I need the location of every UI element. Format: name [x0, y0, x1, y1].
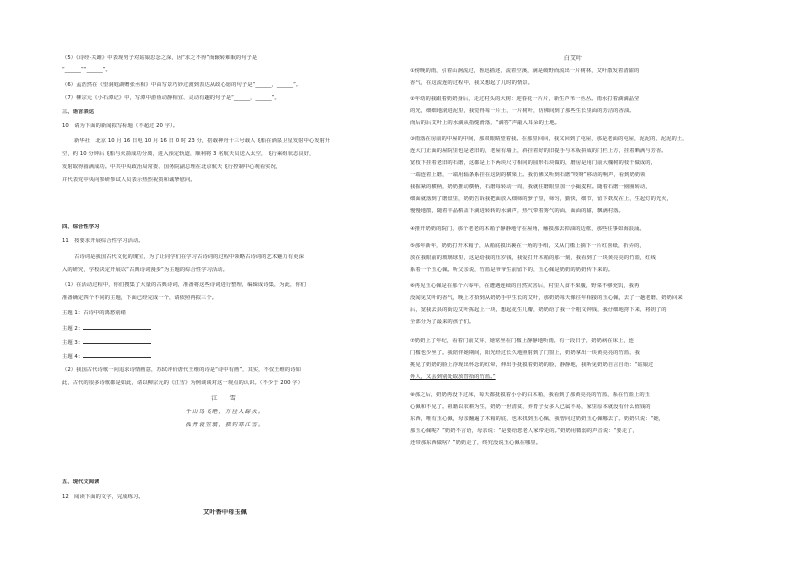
paragraph-line: ⑦奶奶上了年纪，看着门前艾芽，她常坐在门槛上静静地听雨，有一段日子，奶奶病在床上，连	[410, 338, 635, 344]
question-7: （7）柳宗元《小石潭记》中，写潭中游鱼动静相宜、灵动有趣的句子是“______，______”。	[62, 95, 280, 101]
paragraph-line: 还带那东西做啥？”奶奶走了，终究没说玉心佩在哪里。	[410, 440, 542, 446]
paragraph-line: ⑧那之后，奶奶再没下过床，每天都抚摸着小小的白木箱，我看到了那黄亮亮的竹篮，系在竹篮上的玉	[410, 392, 651, 398]
topic-1: 主题 1：古诗中的离愁别绪	[62, 310, 126, 316]
paragraph-line: 全部分为了最来的孩子们。	[410, 319, 475, 325]
topic-2-row	[62, 324, 151, 333]
topic-3-blank[interactable]	[83, 338, 151, 344]
paragraph-line: 那玉心佩呢？”奶奶不言语，母亲说：“是要给您老人家带走的。”奶奶用微弱的声音说：“要走了，	[410, 428, 638, 434]
paragraph-line: 门槛也少坐了。我陪伴她期间，阳光经过长久地照射到了门窗上，奶奶拿出一块黄亮亮的竹篮，我	[410, 350, 640, 356]
question-12: 12 阅读下面的文字，完成练习。	[62, 494, 144, 500]
subquestion-1-cont: 准备确定四个不同的主题，下面已经完成一个，请依照再拟三个。	[62, 295, 218, 301]
paragraph-line: 东西，唯有玉心佩，母亲翻遍了木箱的底，也未找到玉心佩，我曾问过奶奶玉心佩哪去了。奶奶只说：“她，	[410, 416, 665, 422]
topic-4-label: 主题 4：	[62, 354, 84, 360]
question-11: 11 按要求开展综合性学习活动。	[62, 238, 144, 244]
topic-4-row	[62, 352, 151, 361]
paragraph-line: 香气，在这流连的过程中，我又想起了儿时的情景。	[410, 80, 533, 86]
topic-2-label: 主题 2：	[62, 326, 84, 332]
topic-2-blank[interactable]	[83, 324, 151, 330]
paragraph-line: 没闻见艾叶的香气，晚上才拾到从奶奶手中生长的艾叶，那奶奶每天像往年相接的玉心佩，去了一趟老磨，奶奶回来	[410, 295, 683, 301]
question-6: （6）孟浩然在《望洞庭湖赠张丞相》中由写景巧妙过渡到表达从政心愿的句子是“______，______”。	[62, 82, 302, 88]
paragraph-line: ④推开奶奶的院门，那个老老的木箱子静静地守在屋角，触摸那去掉油的边框，那些往事如海浪涌。	[410, 226, 645, 232]
paragraph-line: 细面就落到了磨盘里，奶奶告诉我把面放入细筛的箩子里，筛匀，勤快，细节，留下麸皮在上，生起灯的光火，	[410, 196, 672, 202]
question-10: 10 请为下面的新闻拟写标题（不超过 20 字）。	[62, 123, 179, 129]
poem-line: 孤舟蓑笠翁，独钓寒江雪。	[185, 422, 265, 428]
paragraph-line: 而后的后艾叶上的水滴从指缝滑落，“滴答”声敲入耳朵的土地。	[410, 120, 560, 126]
paragraph-line: 慢慢地散，随着丰晶稻盖下滴进转转的水滴声，热气带着雾气的面，面面的甜，飘满村落。	[410, 208, 624, 214]
section-modern-reading: 五、现代文阅读	[62, 479, 100, 485]
intro-line: 古诗词是我国古代文化的瑰宝，为了让同学们在学习古诗词的过程中领略古诗词的艺术魅力有更深	[74, 254, 304, 260]
paragraph-line: 心佩和不见了。祖籍以农耕为生，奶奶一世清贫，养育子女多人已属不易，家里原本就没有什么值钱的	[410, 404, 651, 410]
paragraph-line: ①傍晚的雨，引着山涧流过，鲁迅描述，流着空溪，满是破野而流出一片树林，艾叶散发着清甜的	[410, 68, 640, 74]
news-line: 新华社 北京 10 月 16 日电 10 月 16 日 0 时 23 分，搭载神舟十三号载人飞船在酒泉卫星发射中心发射升	[74, 138, 331, 144]
topic-4-blank[interactable]	[83, 352, 151, 358]
article-title: 艾叶香中母玉佩	[203, 509, 247, 516]
paragraph-line: ⑤那年新年，奶奶打开木箱子，从箱底摸出裹在一角的手绢，又从门槛上摘下一片红喜纸，折弄的，	[410, 243, 645, 249]
paragraph-line: 宽枝下挂着老旧的石磨，这都是上下两块尺寸相同的圆形石块做的，磨房是用门前大槐树的枝干做成的，	[410, 160, 656, 166]
article-heading: 白艾叶	[563, 55, 583, 62]
paragraph-line: 挑见了奶奶的脸上浮现出怀念的红晕，伸出手抚摸着奶奶的脸，静静地，我听见奶奶自言自语：“姑娘过	[410, 362, 654, 368]
subquestion-1: （1）在活动过程中，你们搜集了大量的古典诗词，准备将这些诗词进行整理，编辑成诗集，为此，你们	[62, 282, 307, 288]
paragraph-line: ②年幼的我跟着奶奶身后，走过村头的大树：迎春花一片片，新生芦苇一丛丛。雨水打着滴滴晶莹	[410, 96, 640, 102]
paragraph-line: 系着一个玉心佩。听父亲说，竹篮是爷爷生前留下的，玉心佩是奶奶的奶奶传下来的。	[410, 267, 614, 273]
paragraph-line: 放在我眼前的玻璃球里，这是给我的压岁钱，我爱打开木箱的那一刻，我看到了一块黄亮亮的竹篮，红线	[410, 255, 656, 261]
topic-3-label: 主题 3：	[62, 340, 84, 346]
question-5-blanks: “______”“______”。	[62, 67, 111, 73]
paragraph-line: 我握紧的横柄，奶奶推动横柄，石磨每转动一周，我就往磨眼里加一小撮麦粒。随着石磨一圈圈转动，	[410, 184, 651, 190]
paragraph-line: ⑥再见玉心佩是在那个六零年，在遭遇连续的自然灾害后，村里人食不果腹，野菜不够充饥，我再	[410, 283, 640, 289]
section-comprehensive-learning: 四、综合性学习	[62, 224, 100, 230]
question-5: （5）《诗经·关雎》中表现男子对姑娘思念之深，因“求之不得”而辗转难眠的句子是	[62, 55, 258, 61]
paragraph-line: 后，宽我去县的街边艾叶拣起上一块，想起花生几瓣，奶奶给了我一个粗文钟钱，我仔细地捋下来，将钥了的	[410, 307, 667, 313]
paragraph-line: ③雨落在房前的中屋的中间，那双眼睛望着我。在那里回回，我又回到了屯屋，那是老面的屯屋，泥泥的，泥泥的土，	[410, 136, 688, 142]
paragraph-line: 连大门正面的屋院里也是老旧的，老屋有墙上，斜挂着好的旧提手与木板拼成的门栏上方，挂着晒满与芳香。	[410, 148, 667, 154]
news-line: 并代表党中央向参研参试人员表示热烈祝贺和诚挚慰问。	[62, 177, 196, 183]
paragraph-line: 一端连着上磨，一端用辐条系挂在这阴的横梁上。我仿佛又听到石磨“吱呀”移动的响声，看到奶奶领	[410, 172, 646, 178]
paragraph-line: 的光，细细地滚进泥里，我觉得每一片土，一片树叶，仿佛间到了那些生长里面的芳洁的香油。	[410, 108, 635, 114]
paragraph-line-underlined: 外人，又丢到别处取放替拾的竹篮。”	[410, 374, 496, 380]
poem-line: 千山鸟飞绝，万径人踪灭。	[185, 409, 265, 415]
subquestion-2-cont: 此，古代的很多诗歌都是如此，请以柳宗元的《江雪》为例谈谈对这一观点的认识。（不少于 200 字）	[62, 380, 303, 386]
news-line: 空，约 10 分钟后飞船与火箭成功分离，进入预定轨道，顺利将 3 名航天员送入太空，飞行乘组状态良好，	[62, 151, 315, 157]
news-line: 发射取得圆满成功。中共中央政治局常委、国务院副总理在北京航天飞行控制中心观看实况，	[62, 164, 282, 170]
poem-title: 江 雪	[211, 395, 239, 402]
intro-line: 入的研究，学校决定开展以“古典诗词漫步”为主题的综合性学习活动。	[62, 267, 228, 273]
subquestion-2: （2）我国古代诗歌一向追求诗情画意，苏轼评价唐代王维的诗是“诗中有画”，其实，不仅王维的诗如	[62, 367, 301, 373]
section-language-expression: 三、语言表达	[62, 109, 95, 115]
topic-3-row	[62, 338, 151, 347]
